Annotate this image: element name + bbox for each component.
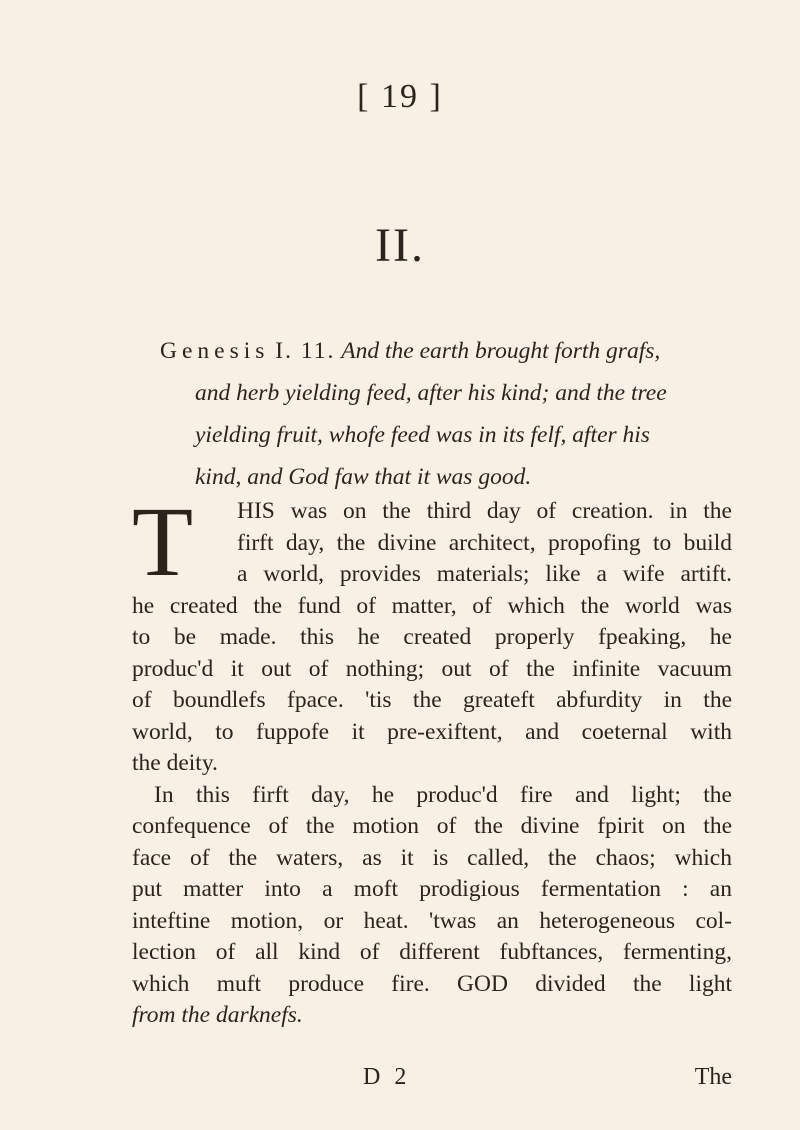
scripture-reference: Genesis: [160, 338, 270, 364]
body-line: confequence of the motion of the divine fpirit on the: [132, 813, 732, 839]
body-line: which muft produce fire. GOD divided the light: [132, 970, 732, 997]
body-line: inteftine motion, or heat. 'twas an heterogeneous col-: [132, 907, 732, 934]
body-line: put matter into a moft prodigious fermentation : an: [132, 876, 732, 902]
body-line: the deity.: [132, 750, 218, 776]
epigraph-line-3: yielding fruit, whofe feed was in its felf, after his: [195, 422, 650, 448]
catchword: The: [694, 1064, 732, 1090]
epigraph-line-4: kind, and God faw that it was good.: [195, 464, 532, 490]
epigraph-line-1: [160, 330, 722, 372]
body-line: world, to fuppofe it pre-exiftent, and coeternal with: [132, 718, 732, 745]
signature-mark: D 2: [363, 1064, 411, 1090]
body-line: In this firft day, he produc'd fire and light; the: [154, 781, 732, 808]
epigraph-line-2: and herb yielding feed, after his kind; and the tree: [195, 380, 667, 406]
section-heading: II.: [375, 219, 425, 272]
body-line: firft day, the divine architect, propofing to build: [237, 529, 732, 556]
drop-cap: T: [132, 486, 194, 597]
body-text: [132, 486, 732, 1032]
scripture-chapter-verse: I. 11.: [275, 338, 336, 364]
body-line: from the darknefs.: [132, 1002, 303, 1028]
body-line: of boundlefs fpace. 'tis the greateft abfurdity in the: [132, 687, 732, 713]
body-line: he created the fund of matter, of which the world was: [132, 592, 732, 619]
epigraph-quote-start: And the earth brought forth grafs,: [341, 338, 661, 364]
epigraph: [160, 330, 722, 498]
body-line: to be made. this he created properly fpeaking, he: [132, 624, 732, 650]
body-line: HIS was on the third day of creation. in the: [237, 498, 732, 524]
body-line: lection of all kind of different fubftances, fermenting,: [132, 939, 732, 965]
body-line: produc'd it out of nothing; out of the infinite vacuum: [132, 655, 732, 682]
body-line: face of the waters, as it is called, the chaos; which: [132, 844, 732, 871]
body-line: a world, provides materials; like a wife artift.: [237, 561, 732, 587]
page-number: [ 19 ]: [357, 78, 443, 115]
